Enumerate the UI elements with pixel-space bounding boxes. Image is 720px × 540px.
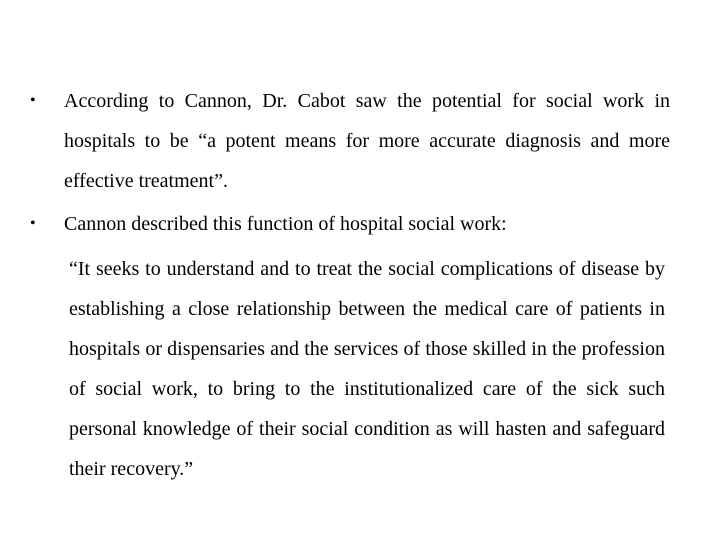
bullet-marker: • <box>30 215 36 232</box>
bullet-item <box>30 81 670 201</box>
bullet-item <box>30 204 670 244</box>
bullet-marker: • <box>30 92 36 109</box>
bullet-text: According to Cannon, Dr. Cabot saw the potential for social work in hospitals to be “a potent means for more accurate diagnosis and more effective treatment”. <box>64 90 670 192</box>
block-quote: “It seeks to understand and to treat the social complications of disease by establishing a close relationship between the medical care of patients in hospitals or dispensaries and the services of those skilled in the profession of social work, to bring to the institutionalized care of the sick such personal knowledge of their social condition as will hasten and safeguard their recovery.” <box>69 258 665 480</box>
bullet-text: Cannon described this function of hospital social work: <box>64 213 507 235</box>
